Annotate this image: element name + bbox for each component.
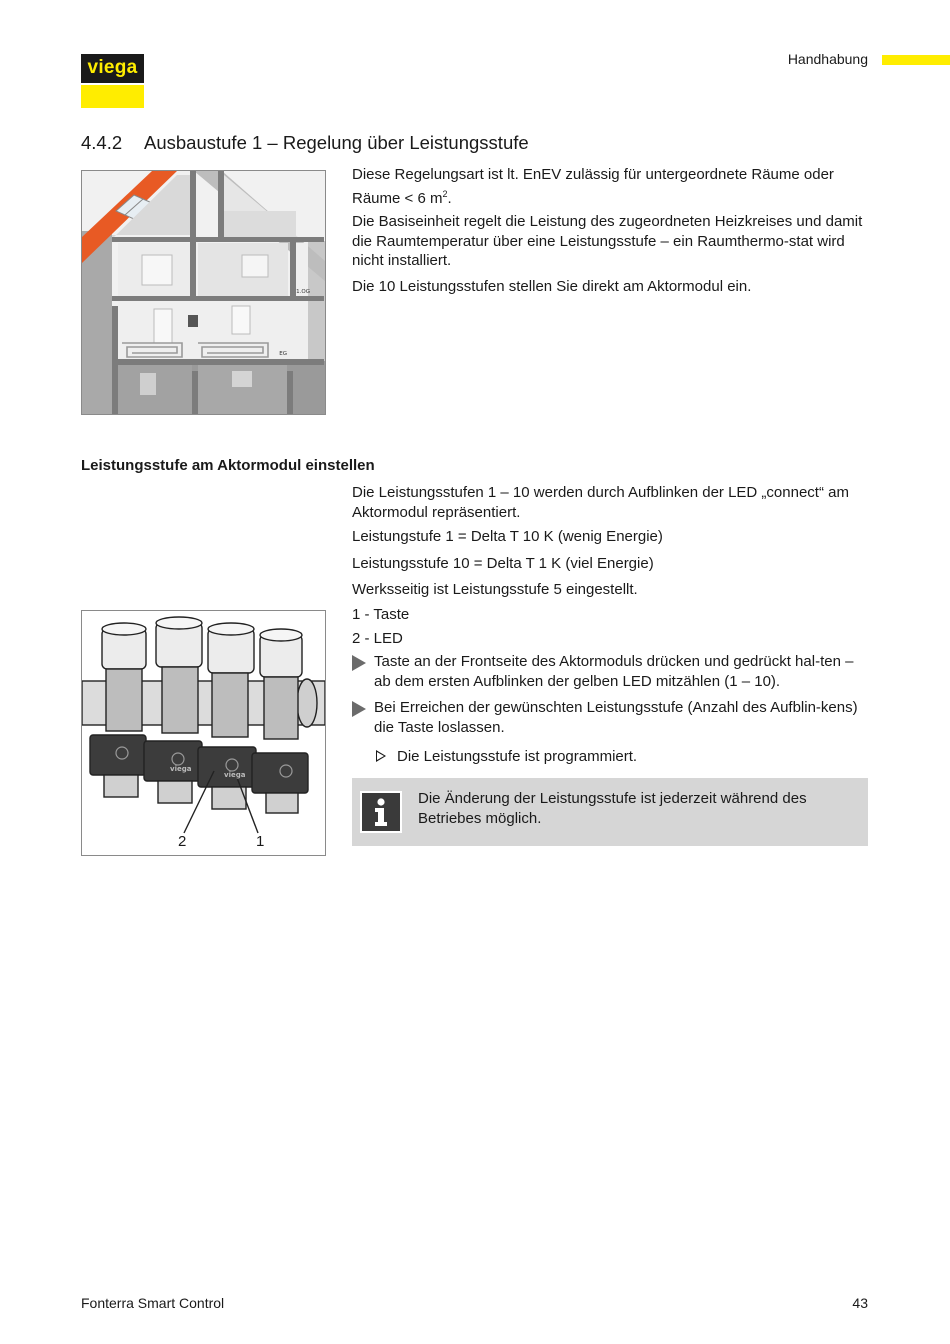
chapter-yellow-bar: [882, 55, 950, 65]
viega-logo-text: viega: [87, 57, 138, 78]
module-brand-label: viega: [170, 765, 192, 773]
callout-1: 1: [256, 833, 265, 850]
result-text: Die Leistungsstufe ist programmiert.: [397, 748, 638, 765]
paragraph-punct: .: [447, 189, 452, 207]
logo-yellow-bar: [81, 85, 144, 108]
callout-2: 2: [178, 833, 187, 850]
section-heading: [81, 132, 529, 154]
result-line: [352, 747, 872, 769]
footer-product: Fonterra Smart Control: [81, 1295, 225, 1311]
section-title: Ausbaustufe 1 – Regelung über Leistungsstufe: [144, 132, 529, 153]
step-text: Bei Erreichen der gewünschten Leistungsstufe (Anzahl des Aufblin-kens) die Taste loslassen.: [374, 699, 858, 736]
step-arrow-icon: [352, 701, 366, 717]
manifold-illustration: [82, 611, 325, 855]
step-text: Taste an der Frontseite des Aktormoduls drücken und gedrückt hal-ten – ab dem ersten Aufblinken der gelben LED mitzählen (1 – 10).: [374, 653, 854, 690]
step-arrow-icon: [352, 655, 366, 671]
info-box: [352, 778, 868, 846]
house-illustration: [82, 171, 325, 414]
module-brand-label: viega: [224, 771, 246, 779]
page-number: 43: [852, 1295, 868, 1311]
superscript: 2: [442, 188, 448, 199]
subsection-heading: Leistungsstufe am Aktormodul einstellen: [81, 457, 375, 474]
legend-item-led: 2 - LED: [352, 630, 403, 647]
instruction-step: [352, 652, 872, 694]
level-1-text: Leistungstufe 1 = Delta T 10 K (wenig Energie): [352, 528, 663, 545]
chapter-label: Handhabung: [787, 51, 868, 67]
house-cutaway-figure: [81, 170, 326, 415]
paragraph-line: Diese Regelungsart ist lt. EnEV zulässig für untergeordnete Räume oder: [352, 166, 834, 183]
paragraph-led-intro: Die Leistungsstufen 1 – 10 werden durch Aufblinken der LED „connect“ am Aktormodul repräsentiert.: [352, 484, 849, 521]
paragraph-line: Räume < 6 m: [352, 189, 443, 207]
paragraph-base-unit: Die Basiseinheit regelt die Leistung des zugeordneten Heizkreises und damit die Raumtemperatur über eine Leistungsstufe – ein Raumthermo-stat wird nicht installiert.: [352, 213, 863, 269]
factory-setting-text: Werksseitig ist Leistungsstufe 5 eingestellt.: [352, 581, 638, 598]
legend-item-taste: 1 - Taste: [352, 606, 410, 623]
actuator-module-figure: [81, 610, 326, 856]
label-upper-floor: 1.OG: [296, 289, 310, 295]
instruction-step: [352, 698, 872, 740]
paragraph-power-levels: Die 10 Leistungsstufen stellen Sie direkt am Aktormodul ein.: [352, 278, 752, 295]
label-ground-floor: EG: [279, 351, 287, 357]
level-10-text: Leistungsstufe 10 = Delta T 1 K (viel Energie): [352, 555, 654, 572]
paragraph-regulation-type: [352, 165, 870, 208]
info-text: Die Änderung der Leistungsstufe ist jederzeit während des Betriebes möglich.: [418, 790, 807, 827]
section-number: 4.4.2: [81, 132, 123, 153]
info-icon: [360, 791, 402, 833]
result-arrow-icon: [376, 750, 386, 762]
